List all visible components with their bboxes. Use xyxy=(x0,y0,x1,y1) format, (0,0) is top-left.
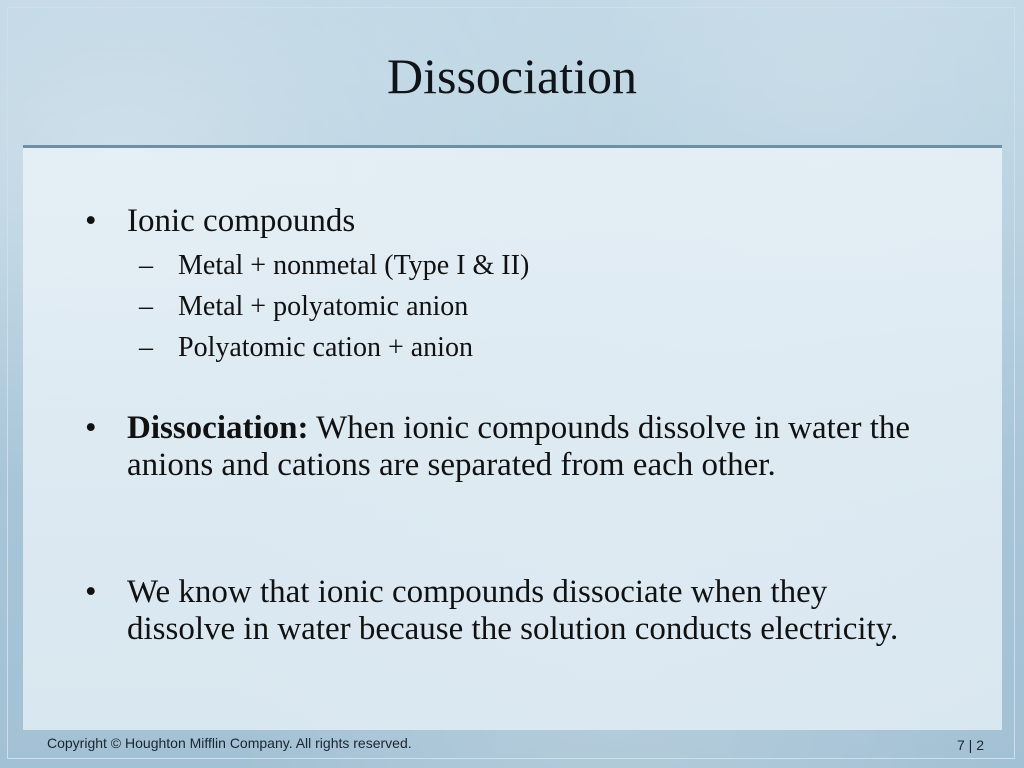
bullet-item xyxy=(23,203,927,368)
sub-bullet-list xyxy=(127,245,927,368)
bullet-text: We know that ionic compounds dissociate when they dissolve in water because the solution conducts electricity. xyxy=(127,574,899,647)
sub-bullet-text: Metal + polyatomic anion xyxy=(178,291,469,322)
definition-text: When ionic compounds dissolve in water the anions and cations are separated from each other. xyxy=(127,410,911,483)
content-panel xyxy=(23,145,1002,730)
sub-bullet-item xyxy=(127,327,927,368)
bullet-text: Ionic compounds xyxy=(127,203,356,239)
slide-page-number: 7 | 2 xyxy=(957,737,984,753)
bullet-item xyxy=(23,410,927,484)
definition-term: Dissociation: xyxy=(127,410,309,446)
dash-marker: – xyxy=(139,250,153,281)
sub-bullet-text: Metal + nonmetal (Type I & II) xyxy=(178,250,530,281)
bullet-marker: • xyxy=(85,203,97,239)
bullet-marker: • xyxy=(85,410,97,446)
sub-bullet-item xyxy=(127,286,927,327)
dash-marker: – xyxy=(139,332,153,363)
slide-title: Dissociation xyxy=(387,48,637,104)
copyright-notice: Copyright © Houghton Mifflin Company. All rights reserved. xyxy=(47,735,412,751)
sub-bullet-item xyxy=(127,245,927,286)
dash-marker: – xyxy=(139,291,153,322)
sub-bullet-text: Polyatomic cation + anion xyxy=(178,332,473,363)
bullet-marker: • xyxy=(85,574,97,610)
bullet-item xyxy=(23,574,927,648)
